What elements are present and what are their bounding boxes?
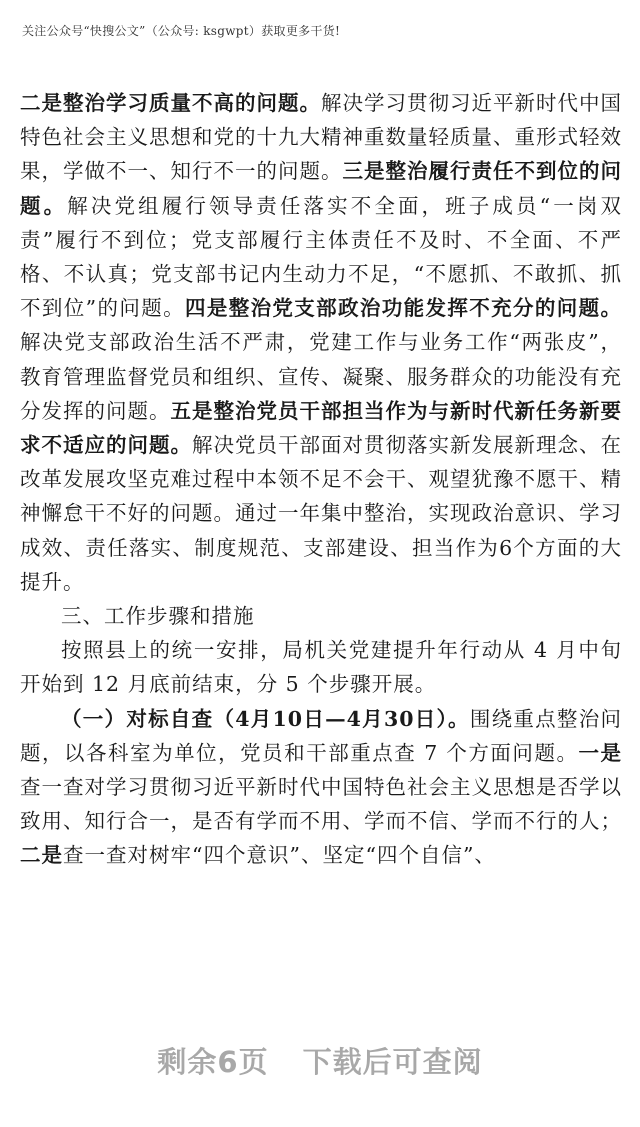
item-five-text: 解决党员干部面对贯彻落实新发展新理念、在改革发展攻坚克难过程中本领不足不会干、观望犹豫不愿干、精神懈怠干不好的问题。通过一年集中整治，实现政治意识、学习成效、责任落实、制度规范、支部建设、担当作为6个方面的大提升。 (20, 433, 622, 594)
bold-item-two: 二是整治学习质量不高的问题。 (20, 91, 321, 115)
section-heading: 三、工作步骤和措施 (61, 604, 255, 629)
bold-check-one: 一是 (578, 740, 622, 765)
remaining-pages-text: 剩余6页 (157, 1045, 269, 1079)
download-to-view-text: 下载后可查阅 (302, 1045, 483, 1079)
item-three-text: 解决党组履行领导责任落实不全面，班子成员“一岗双责”履行不到位；党支部履行主体责任不及时、不全面、不严格、不认真；党支部书记内生动力不足，“不愿抓、不敢抓、抓不到位”的问题。 (20, 193, 623, 321)
check-one-text: 查一查对学习贯彻习近平新时代中国特色社会主义思想是否学以致用、知行合一，是否有学而不用、学而不信、学而不行的人； (20, 775, 622, 834)
bold-step-one: （一）对标自查（4月10日—4月30日）。 (61, 706, 470, 731)
step-one-text: 围绕重点整治问题，以各科室为单位，党员和干部重点查 7 个方面问题。 (20, 706, 622, 765)
bold-item-five: 五是整治党员干部担当作为与新时代新任务新要求不适应的问题。 (20, 398, 622, 458)
header-note: 关注公众号“快搜公文”（公众号: ksgwpt）获取更多干货! (22, 24, 341, 38)
item-four-text: 解决党支部政治生活不严肃，党建工作与业务工作“两张皮”，教育管理监督党员和组织、宣传、凝聚、服务群众的功能没有充分发挥的问题。 (20, 330, 622, 423)
document-body (20, 86, 622, 873)
download-prompt[interactable] (0, 1040, 640, 1081)
check-two-text: 查一查对树牢“四个意识”、坚定“四个自信”、 (63, 843, 496, 868)
bold-item-three: 三是整治履行责任不到位的问题。 (20, 159, 622, 218)
item-two-text: 解决学习贯彻习近平新时代中国特色社会主义思想和党的十九大精神重数量轻质量、重形式轻效果，学做不一、知行不一的问题。 (20, 91, 622, 184)
bold-check-two: 二是 (20, 843, 63, 868)
bold-item-four: 四是整治党支部政治功能发挥不充分的问题。 (184, 296, 622, 321)
paragraph-schedule: 按照县上的统一安排，局机关党建提升年行动从 4 月中旬开始到 12 月底前结束，分 5 个步骤开展。 (20, 638, 622, 697)
paragraph-self-check (20, 702, 622, 873)
paragraph-rectification-items (20, 86, 622, 599)
